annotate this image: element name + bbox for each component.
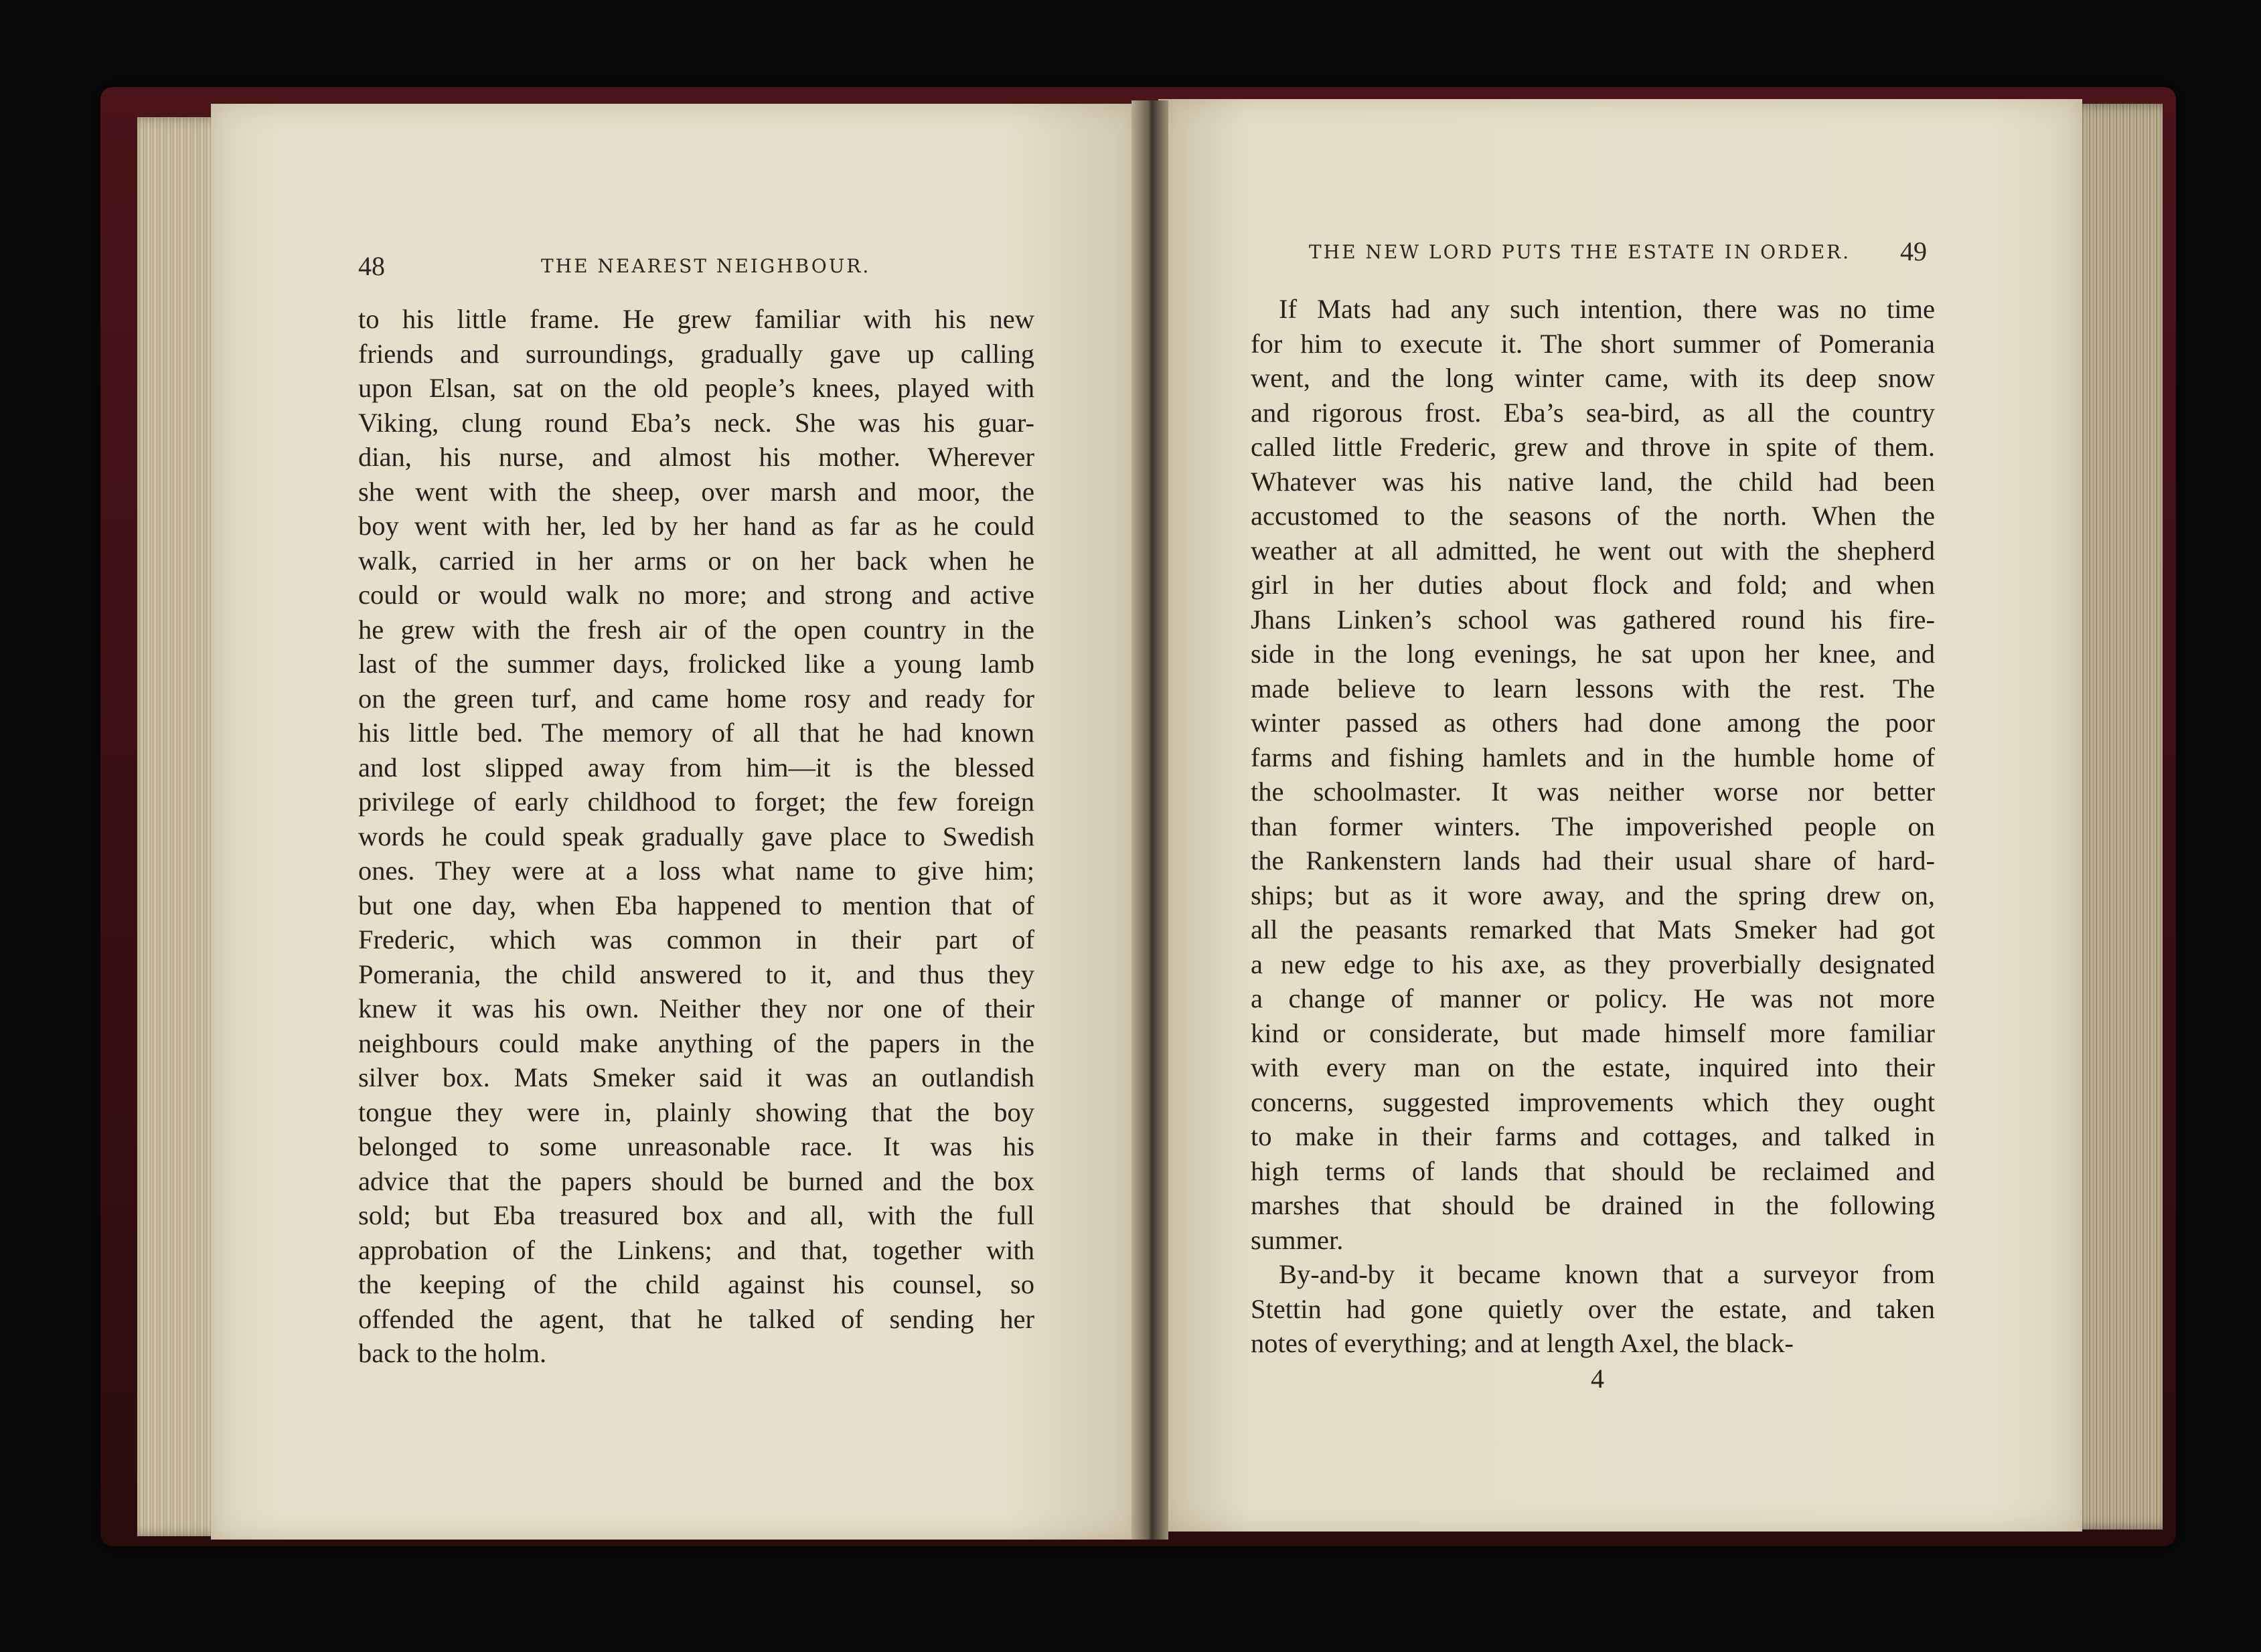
book-gutter xyxy=(1132,100,1168,1540)
text-line: sold; but Eba treasured box and all, with the full xyxy=(358,1200,1034,1230)
text-line: knew it was his own. Neither they nor one of their xyxy=(358,993,1034,1023)
text-line: Viking, clung round Eba’s neck. She was his guar- xyxy=(358,407,1034,438)
text-line: advice that the papers should be burned and the box xyxy=(358,1165,1034,1196)
right-page-body xyxy=(1251,292,1935,1361)
text-line: on the green turf, and came home rosy and ready for xyxy=(358,683,1034,714)
text-line: By-and-by it became known that a surveyor from xyxy=(1279,1259,1935,1289)
text-line: dian, his nurse, and almost his mother. Wherever xyxy=(358,442,1034,472)
text-line: silver box. Mats Smeker said it was an outlandish xyxy=(358,1062,1034,1092)
left-running-head: THE NEAREST NEIGHBOUR. xyxy=(541,255,871,277)
left-page-body xyxy=(358,302,1034,1371)
text-line: his little bed. The memory of all that he had known xyxy=(358,718,1034,748)
text-line: walk, carried in her arms or on her back when he xyxy=(358,545,1034,576)
text-line: ships; but as it wore away, and the spring drew on, xyxy=(1251,880,1935,910)
text-line: friends and surroundings, gradually gave up calling xyxy=(358,338,1034,369)
text-line: neighbours could make anything of the papers in the xyxy=(358,1027,1034,1058)
text-line: went, and the long winter came, with its deep snow xyxy=(1251,363,1935,393)
text-line: privilege of early childhood to forget; the few foreign xyxy=(358,787,1034,817)
text-line: the Rankenstern lands had their usual share of hard- xyxy=(1251,845,1935,876)
text-line: with every man on the estate, inquired into their xyxy=(1251,1052,1935,1082)
text-line: boy went with her, led by her hand as far as he could xyxy=(358,511,1034,541)
signature-mark: 4 xyxy=(1591,1364,1604,1394)
text-line: the schoolmaster. It was neither worse nor better xyxy=(1251,776,1935,807)
text-line: a change of manner or policy. He was not more xyxy=(1251,983,1935,1013)
text-line: Whatever was his native land, the child had been xyxy=(1251,466,1935,497)
right-page-number: 49 xyxy=(1900,236,1927,266)
text-line: winter passed as others had done among the poor xyxy=(1251,708,1935,738)
text-line: belonged to some unreasonable race. It was his xyxy=(358,1131,1034,1161)
text-line: farms and fishing hamlets and in the humble home of xyxy=(1251,742,1935,772)
text-line: called little Frederic, grew and throve in spite of them. xyxy=(1251,432,1935,462)
text-line: weather at all admitted, he went out with the shepherd xyxy=(1251,535,1935,566)
text-line: Frederic, which was common in their part of xyxy=(358,924,1034,955)
text-line: a new edge to his axe, as they proverbially designated xyxy=(1251,948,1935,979)
text-line: marshes that should be drained in the following xyxy=(1251,1190,1935,1220)
text-line: kind or considerate, but made himself more familiar xyxy=(1251,1017,1935,1048)
text-line: concerns, suggested improvements which they ought xyxy=(1251,1086,1935,1117)
text-line: high terms of lands that should be reclaimed and xyxy=(1251,1155,1935,1186)
text-line: If Mats had any such intention, there was no time xyxy=(1279,294,1935,324)
text-line: upon Elsan, sat on the old people’s knees, played with xyxy=(358,373,1034,403)
text-line: Pomerania, the child answered to it, and thus they xyxy=(358,959,1034,989)
left-page-number: 48 xyxy=(358,251,385,281)
text-line: all the peasants remarked that Mats Smeker had got xyxy=(1251,914,1935,944)
text-line: made believe to learn lessons with the rest. The xyxy=(1251,673,1935,704)
text-line: for him to execute it. The short summer of Pomerania xyxy=(1251,328,1935,359)
text-line: and lost slipped away from him—it is the blessed xyxy=(358,752,1034,782)
text-line: back to the holm. xyxy=(358,1338,547,1368)
text-line: but one day, when Eba happened to mention that of xyxy=(358,890,1034,920)
text-line: than former winters. The impoverished people on xyxy=(1251,811,1935,841)
text-line: words he could speak gradually gave place to Swedish xyxy=(358,821,1034,851)
text-line: ones. They were at a loss what name to give him; xyxy=(358,855,1034,886)
text-line: side in the long evenings, he sat upon her knee, and xyxy=(1251,639,1935,669)
text-line: Stettin had gone quietly over the estate, and taken xyxy=(1251,1293,1935,1324)
text-line: and rigorous frost. Eba’s sea-bird, as all the country xyxy=(1251,397,1935,428)
text-line: to make in their farms and cottages, and talked in xyxy=(1251,1121,1935,1151)
text-line: approbation of the Linkens; and that, together with xyxy=(358,1234,1034,1265)
text-line: could or would walk no more; and strong and active xyxy=(358,580,1034,610)
text-line: tongue they were in, plainly showing that the boy xyxy=(358,1096,1034,1127)
right-running-head: THE NEW LORD PUTS THE ESTATE IN ORDER. xyxy=(1309,241,1851,263)
text-line: notes of everything; and at length Axel, the black- xyxy=(1251,1328,1794,1358)
text-line: girl in her duties about flock and fold; and when xyxy=(1251,570,1935,600)
text-line: the keeping of the child against his counsel, so xyxy=(358,1269,1034,1299)
text-line: accustomed to the seasons of the north. When the xyxy=(1251,501,1935,531)
text-line: offended the agent, that he talked of sending her xyxy=(358,1303,1034,1334)
text-line: summer. xyxy=(1251,1224,1344,1255)
text-line: she went with the sheep, over marsh and moor, the xyxy=(358,476,1034,507)
text-line: Jhans Linken’s school was gathered round his fire- xyxy=(1251,604,1935,635)
text-line: last of the summer days, frolicked like a young lamb xyxy=(358,649,1034,679)
text-line: to his little frame. He grew familiar with his new xyxy=(358,304,1034,334)
text-line: he grew with the fresh air of the open country in the xyxy=(358,614,1034,645)
